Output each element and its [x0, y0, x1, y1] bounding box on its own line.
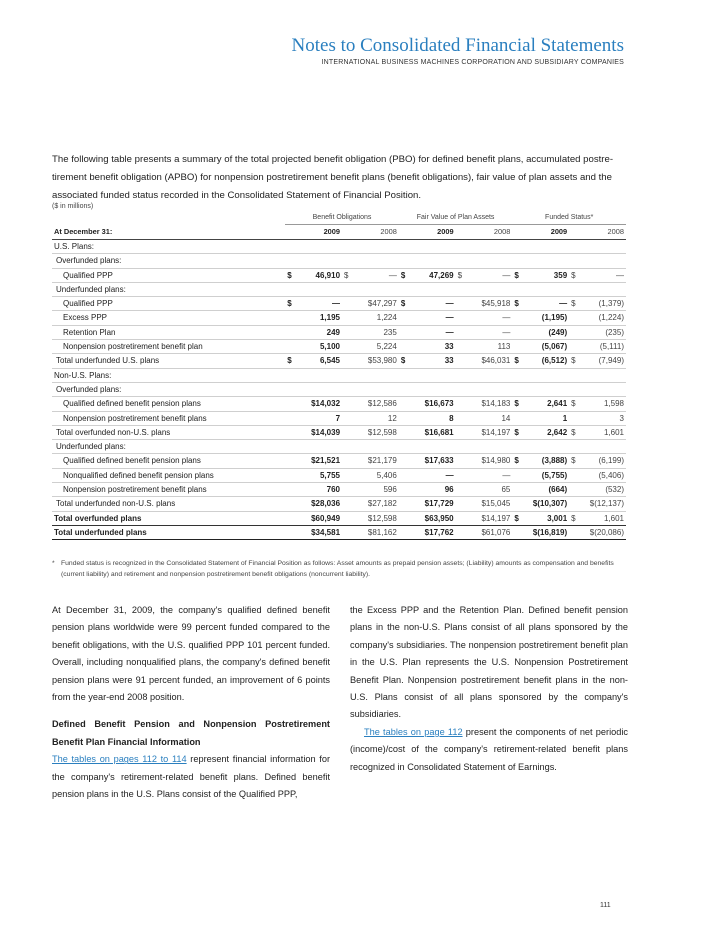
currency-symbol: $	[285, 297, 294, 311]
table-row	[52, 282, 626, 296]
cell-value: $(10,307)	[522, 497, 570, 511]
year-2008-header: 2008	[456, 225, 513, 240]
currency-symbol	[285, 483, 294, 497]
currency-symbol: $	[569, 397, 578, 411]
table-row	[52, 268, 626, 282]
footnote	[52, 558, 626, 580]
currency-symbol	[456, 483, 465, 497]
table-row	[52, 483, 626, 497]
paragraph-components-text: present the components of net periodic (income)/cost of the company's retirement-related benefit plans recognized in Consolidated Statement of Earnings.	[350, 726, 628, 772]
link-pages-112-114[interactable]: The tables on pages 112 to 114	[52, 754, 187, 765]
cell-value: (5,755)	[522, 468, 570, 482]
cell-value: 596	[351, 483, 399, 497]
cell-value: $47,297	[351, 297, 399, 311]
cell-value: 12	[351, 411, 399, 425]
row-label: Underfunded plans:	[52, 440, 285, 454]
currency-symbol	[342, 397, 351, 411]
currency-symbol	[456, 311, 465, 325]
cell-value: $14,980	[465, 454, 513, 468]
table-row	[52, 454, 626, 468]
currency-symbol: $	[512, 354, 521, 368]
cell-value: $(16,819)	[522, 525, 570, 539]
currency-symbol	[285, 397, 294, 411]
row-label: Total underfunded U.S. plans	[52, 354, 285, 368]
cell-value: (5,067)	[522, 340, 570, 354]
cell-value: —	[294, 297, 342, 311]
currency-symbol	[569, 525, 578, 539]
cell-value: —	[522, 297, 570, 311]
intro-paragraph: The following table presents a summary of the total projected benefit obligation (PBO) for defined benefit plans, accumulated postretirement benefit obligation (APBO) for nonpension postretirement benefit plans (benefit obligations), fair value of plan assets and the associated funded status recorded in the Consolidated Statement of Financial Position.	[52, 154, 614, 201]
currency-symbol	[456, 354, 465, 368]
currency-symbol	[285, 525, 294, 539]
cell-value: 2,642	[522, 425, 570, 439]
cell-value: $81,162	[351, 525, 399, 539]
cell-value: 5,100	[294, 340, 342, 354]
table-row	[52, 311, 626, 325]
currency-symbol: $	[399, 354, 408, 368]
cell-value: (7,949)	[578, 354, 626, 368]
cell-value: 6,545	[294, 354, 342, 368]
body-column-left	[52, 602, 330, 803]
cell-value: $60,949	[294, 511, 342, 525]
currency-symbol	[512, 340, 521, 354]
cell-value: —	[465, 268, 513, 282]
row-label: Total underfunded non-U.S. plans	[52, 497, 285, 511]
cell-value: $14,197	[465, 511, 513, 525]
cell-value: 5,755	[294, 468, 342, 482]
paragraph-funding: At December 31, 2009, the company's qualified defined benefit pension plans worldwide were 99 percent funded compared to the benefit obligations, with the U.S. qualified PPP 101 percent funded. Overall, including nonqualified plans, the company's defined benefit pension plans were 91 percent funded, an improvement of 6 points from the year-end 2008 position.	[52, 605, 330, 703]
currency-symbol	[456, 325, 465, 339]
cell-value: (3,888)	[522, 454, 570, 468]
cell-value: $(20,086)	[578, 525, 626, 539]
currency-symbol: $	[569, 297, 578, 311]
cell-value: (1,224)	[578, 311, 626, 325]
cell-value: —	[351, 268, 399, 282]
page-number: 111	[600, 902, 611, 909]
cell-value: 1	[522, 411, 570, 425]
cell-value: (249)	[522, 325, 570, 339]
cell-value: $27,182	[351, 497, 399, 511]
cell-value: $63,950	[408, 511, 456, 525]
page-title: Notes to Consolidated Financial Statements	[291, 35, 624, 56]
group-header-fair-value: Fair Value of Plan Assets	[399, 211, 513, 225]
currency-symbol	[456, 340, 465, 354]
currency-symbol: $	[512, 397, 521, 411]
currency-symbol	[512, 497, 521, 511]
currency-symbol: $	[285, 354, 294, 368]
benefit-obligations-table	[52, 211, 626, 540]
table-row	[52, 525, 626, 539]
currency-symbol	[285, 454, 294, 468]
at-december-label: At December 31:	[52, 225, 285, 240]
currency-symbol: $	[512, 511, 521, 525]
currency-symbol	[456, 454, 465, 468]
cell-value: $14,039	[294, 425, 342, 439]
cell-value: 47,269	[408, 268, 456, 282]
cell-value: $14,183	[465, 397, 513, 411]
currency-symbol	[285, 340, 294, 354]
cell-value: 760	[294, 483, 342, 497]
cell-value: $28,036	[294, 497, 342, 511]
currency-symbol: $	[285, 268, 294, 282]
cell-value: 14	[465, 411, 513, 425]
cell-value: 3,001	[522, 511, 570, 525]
cell-value: $53,980	[351, 354, 399, 368]
currency-symbol	[399, 411, 408, 425]
cell-value: 113	[465, 340, 513, 354]
cell-value: $12,586	[351, 397, 399, 411]
row-label: Qualified PPP	[52, 268, 285, 282]
cell-value: 1,598	[578, 397, 626, 411]
currency-symbol	[342, 454, 351, 468]
row-label: Nonpension postretirement benefit plan	[52, 340, 285, 354]
currency-symbol	[399, 397, 408, 411]
currency-symbol	[512, 483, 521, 497]
column-group-row	[52, 211, 626, 225]
paragraph-tables-continued: the Excess PPP and the Retention Plan. Defined benefit pension plans in the non-U.S. Plans consist of all plans sponsored by the company's subsidiaries. The nonpension postretirement benefit plan in the U.S. Plan represents the U.S. Nonpension Postretirement Benefit Plan. Nonpension postretirement benefit plans in the non-U.S. Plans consist of all plans sponsored by the company's subsidiaries.	[350, 605, 628, 720]
currency-symbol	[456, 511, 465, 525]
table-row	[52, 440, 626, 454]
currency-symbol	[342, 354, 351, 368]
cell-value: (6,199)	[578, 454, 626, 468]
year-2008-header: 2008	[342, 225, 399, 240]
currency-symbol: $	[569, 268, 578, 282]
cell-value: (235)	[578, 325, 626, 339]
year-2009-header: 2009	[285, 225, 342, 240]
paragraph-tables-text: represent financial information for the company's retirement-related benefit plans. Defined benefit pension plans in the U.S. Plans consist of the Qualified PPP,	[52, 754, 330, 800]
cell-value: 65	[465, 483, 513, 497]
currency-symbol	[399, 425, 408, 439]
currency-symbol	[512, 468, 521, 482]
currency-symbol: $	[512, 297, 521, 311]
cell-value: (6,512)	[522, 354, 570, 368]
cell-value: —	[408, 311, 456, 325]
currency-symbol: $	[512, 268, 521, 282]
currency-symbol	[512, 311, 521, 325]
group-header-benefit-obligations: Benefit Obligations	[285, 211, 399, 225]
currency-symbol	[342, 511, 351, 525]
currency-symbol	[456, 468, 465, 482]
row-label: Qualified defined benefit pension plans	[52, 397, 285, 411]
row-label: Overfunded plans:	[52, 254, 285, 268]
row-label: Total overfunded non-U.S. plans	[52, 425, 285, 439]
table-row	[52, 368, 626, 382]
cell-value: (5,406)	[578, 468, 626, 482]
currency-symbol	[399, 325, 408, 339]
cell-value: $34,581	[294, 525, 342, 539]
cell-value: $45,918	[465, 297, 513, 311]
currency-symbol: $	[399, 268, 408, 282]
cell-value: $15,045	[465, 497, 513, 511]
table-units: ($ in millions)	[52, 203, 94, 210]
currency-symbol	[342, 425, 351, 439]
currency-symbol	[399, 454, 408, 468]
year-2009-header: 2009	[512, 225, 569, 240]
cell-value: $21,179	[351, 454, 399, 468]
currency-symbol	[569, 468, 578, 482]
company-subtitle: INTERNATIONAL BUSINESS MACHINES CORPORATION AND SUBSIDIARY COMPANIES	[321, 59, 624, 66]
table-row	[52, 325, 626, 339]
currency-symbol	[399, 497, 408, 511]
paragraph-tables	[52, 751, 330, 803]
currency-symbol	[399, 511, 408, 525]
currency-symbol: $	[569, 354, 578, 368]
row-label: Nonpension postretirement benefit plans	[52, 411, 285, 425]
table-row	[52, 340, 626, 354]
year-2008-header: 2008	[569, 225, 626, 240]
currency-symbol	[342, 311, 351, 325]
currency-symbol	[342, 497, 351, 511]
cell-value: 1,195	[294, 311, 342, 325]
cell-value: $21,521	[294, 454, 342, 468]
currency-symbol	[456, 525, 465, 539]
currency-symbol: $	[512, 425, 521, 439]
row-label: Total underfunded plans	[52, 525, 285, 539]
cell-value: 2,641	[522, 397, 570, 411]
currency-symbol	[512, 411, 521, 425]
currency-symbol	[342, 297, 351, 311]
currency-symbol	[342, 525, 351, 539]
currency-symbol	[285, 425, 294, 439]
paragraph-components	[350, 724, 628, 776]
currency-symbol	[342, 325, 351, 339]
currency-symbol	[456, 411, 465, 425]
currency-symbol	[342, 340, 351, 354]
row-label: Excess PPP	[52, 311, 285, 325]
currency-symbol	[285, 511, 294, 525]
currency-symbol	[569, 311, 578, 325]
year-header-row	[52, 225, 626, 240]
cell-value: 1,601	[578, 425, 626, 439]
currency-symbol: $	[569, 511, 578, 525]
row-label: Retention Plan	[52, 325, 285, 339]
table-row	[52, 397, 626, 411]
section-heading: Defined Benefit Pension and Nonpension Postretirement Benefit Plan Financial Information	[52, 719, 330, 747]
cell-value: $14,032	[294, 397, 342, 411]
cell-value: —	[465, 325, 513, 339]
row-label: Nonpension postretirement benefit plans	[52, 483, 285, 497]
table-row	[52, 240, 626, 254]
cell-value: $61,076	[465, 525, 513, 539]
cell-value: 33	[408, 354, 456, 368]
cell-value: —	[408, 297, 456, 311]
table-row	[52, 497, 626, 511]
cell-value: 1,601	[578, 511, 626, 525]
currency-symbol: $	[512, 454, 521, 468]
currency-symbol: $	[342, 268, 351, 282]
cell-value: —	[465, 311, 513, 325]
currency-symbol	[285, 311, 294, 325]
currency-symbol	[569, 483, 578, 497]
table-row	[52, 511, 626, 525]
row-label: Qualified defined benefit pension plans	[52, 454, 285, 468]
cell-value: 249	[294, 325, 342, 339]
cell-value: (1,195)	[522, 311, 570, 325]
currency-symbol	[456, 297, 465, 311]
link-page-112[interactable]: The tables on page 112	[364, 726, 463, 737]
currency-symbol	[456, 497, 465, 511]
cell-value: (664)	[522, 483, 570, 497]
currency-symbol	[512, 325, 521, 339]
footnote-mark: *	[52, 560, 55, 567]
cell-value: (532)	[578, 483, 626, 497]
cell-value: 3	[578, 411, 626, 425]
cell-value: $16,673	[408, 397, 456, 411]
currency-symbol	[399, 340, 408, 354]
currency-symbol	[285, 468, 294, 482]
currency-symbol	[285, 325, 294, 339]
cell-value: 5,224	[351, 340, 399, 354]
currency-symbol	[285, 411, 294, 425]
cell-value: 5,406	[351, 468, 399, 482]
row-label: Overfunded plans:	[52, 382, 285, 396]
currency-symbol	[285, 497, 294, 511]
currency-symbol	[512, 525, 521, 539]
currency-symbol	[569, 340, 578, 354]
cell-value: $(12,137)	[578, 497, 626, 511]
cell-value: $12,598	[351, 425, 399, 439]
cell-value: (5,111)	[578, 340, 626, 354]
cell-value: $16,681	[408, 425, 456, 439]
table-row	[52, 382, 626, 396]
currency-symbol	[342, 468, 351, 482]
cell-value: (1,379)	[578, 297, 626, 311]
footnote-text: Funded status is recognized in the Consolidated Statement of Financial Position as follows: Asset amounts as prepaid pension assets; (Liability) amounts as compensation and benefits (current liability) and retirement and nonpension postretirement benefit obligations (noncurrent liability).	[61, 560, 614, 578]
cell-value: —	[578, 268, 626, 282]
currency-symbol	[399, 483, 408, 497]
cell-value: $14,197	[465, 425, 513, 439]
currency-symbol	[569, 497, 578, 511]
year-2009-header: 2009	[399, 225, 456, 240]
currency-symbol	[569, 325, 578, 339]
cell-value: 33	[408, 340, 456, 354]
currency-symbol: $	[569, 454, 578, 468]
row-label: Non-U.S. Plans:	[52, 368, 285, 382]
table-row	[52, 425, 626, 439]
row-label: U.S. Plans:	[52, 240, 285, 254]
currency-symbol	[399, 468, 408, 482]
cell-value: 46,910	[294, 268, 342, 282]
currency-symbol	[399, 525, 408, 539]
currency-symbol	[456, 397, 465, 411]
cell-value: $12,598	[351, 511, 399, 525]
cell-value: $17,633	[408, 454, 456, 468]
row-label: Underfunded plans:	[52, 282, 285, 296]
cell-value: —	[408, 468, 456, 482]
cell-value: —	[408, 325, 456, 339]
row-label: Qualified PPP	[52, 297, 285, 311]
table-row	[52, 297, 626, 311]
cell-value: 7	[294, 411, 342, 425]
currency-symbol	[569, 411, 578, 425]
cell-value: $17,762	[408, 525, 456, 539]
currency-symbol	[456, 425, 465, 439]
table-row	[52, 354, 626, 368]
body-column-right	[350, 602, 628, 776]
cell-value: 96	[408, 483, 456, 497]
cell-value: —	[465, 468, 513, 482]
table-row	[52, 254, 626, 268]
table-row	[52, 468, 626, 482]
group-header-funded-status: Funded Status*	[512, 211, 626, 225]
row-label: Total overfunded plans	[52, 511, 285, 525]
currency-symbol	[399, 311, 408, 325]
cell-value: 8	[408, 411, 456, 425]
row-label: Nonqualified defined benefit pension plans	[52, 468, 285, 482]
currency-symbol	[342, 483, 351, 497]
cell-value: $46,031	[465, 354, 513, 368]
currency-symbol: $	[569, 425, 578, 439]
cell-value: 1,224	[351, 311, 399, 325]
cell-value: 235	[351, 325, 399, 339]
currency-symbol: $	[456, 268, 465, 282]
table-row	[52, 411, 626, 425]
currency-symbol	[342, 411, 351, 425]
cell-value: 359	[522, 268, 570, 282]
cell-value: $17,729	[408, 497, 456, 511]
currency-symbol: $	[399, 297, 408, 311]
